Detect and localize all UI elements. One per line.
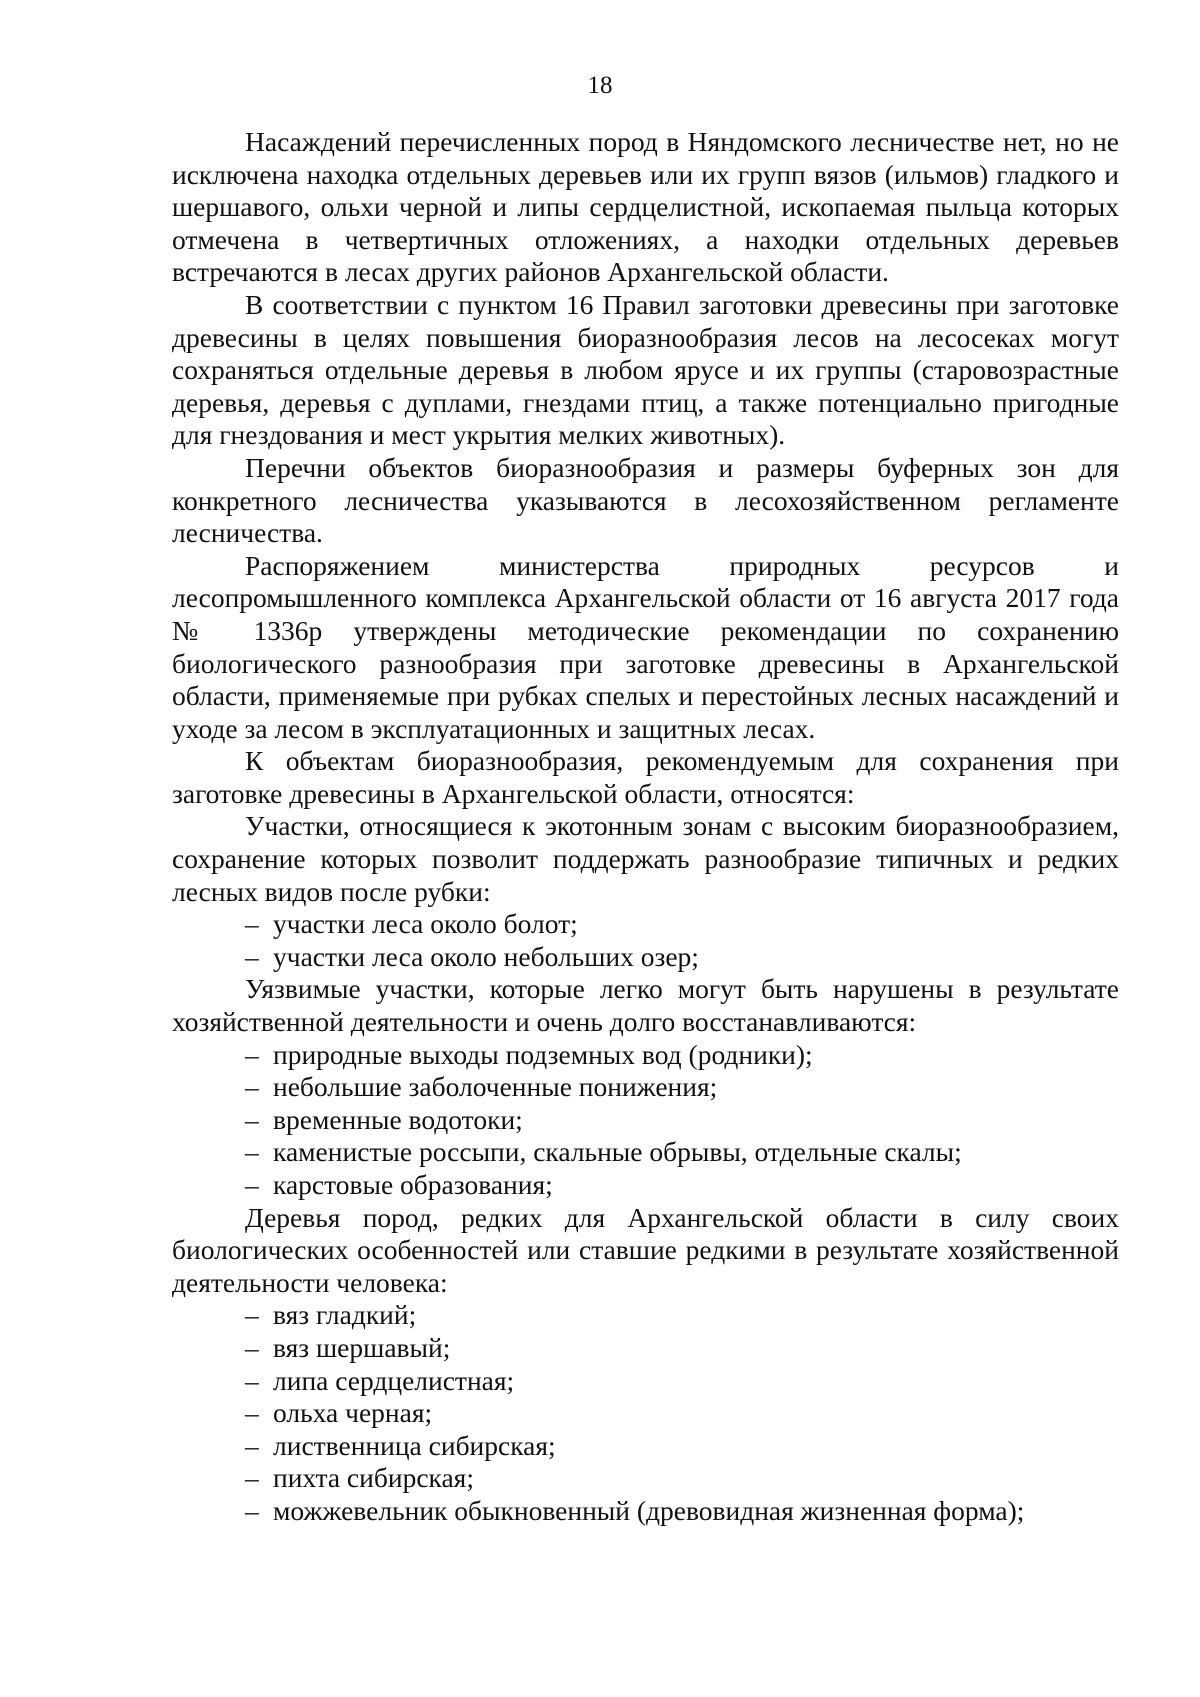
paragraph: К объектам биоразнообразия, рекомендуемым для сохранения при заготовке древесины в Архангельской области, относятся: [172, 745, 1119, 809]
dash-bullet-icon: – [245, 1331, 259, 1363]
paragraph: Распоряжением министерства природных ресурсов и лесопромышленного комплекса Архангельской области от 16 августа 2017 года № 1336р утверждены методические рекомендации по сохранению биологического разнообразия при заготовке древесины в Архангельской области, применяемые при рубках спелых и перестойных лесных насаждений и уходе за лесом в эксплуатационных и защитных лесах. [172, 549, 1119, 744]
paragraph: Уязвимые участки, которые легко могут быть нарушены в результате хозяйственной деятельности и очень долго восстанавливаются: [172, 973, 1119, 1038]
list-item-text: вяз гладкий; [273, 1299, 417, 1331]
list-item [172, 1071, 1119, 1104]
list-item-text: ольха черная; [273, 1397, 433, 1429]
paragraph: Насаждений перечисленных пород в Няндомского лесничестве нет, но не исключена находка отдельных деревьев или их групп вязов (ильмов) гладкого и шершавого, ольхи черной и липы сердцелистной, ископаемая пыльца которых отмечена в четвертичных отложениях, а находки отдельных деревьев встречаются в лесах других районов Архангельской области. [172, 126, 1119, 288]
list-item-text: участки леса около болот; [273, 908, 578, 940]
dash-bullet-icon: – [245, 1071, 259, 1103]
dash-bullet-icon: – [245, 1169, 259, 1200]
list-item [172, 1495, 1119, 1528]
dash-bullet-icon: – [245, 1397, 259, 1429]
dash-bullet-icon: – [245, 940, 259, 972]
list-item [172, 1169, 1119, 1202]
paragraph: Деревья пород, редких для Архангельской области в силу своих биологических особенностей или ставшие редкими в результате хозяйственной деятельности человека: [172, 1201, 1119, 1298]
list-item-text: временные водотоки; [273, 1103, 523, 1135]
page-number: 18 [587, 72, 613, 99]
dash-bullet-icon: – [245, 1136, 259, 1168]
list-item-text: природные выходы подземных вод (родники); [273, 1038, 813, 1070]
list-item [172, 1365, 1119, 1398]
dash-bullet-icon: – [245, 1429, 259, 1461]
bullet-list [172, 1039, 1119, 1202]
list-item-text: участки леса около небольших озер; [273, 940, 699, 972]
list-item [172, 1332, 1119, 1365]
dash-bullet-icon: – [245, 1103, 259, 1135]
dash-bullet-icon: – [245, 1462, 259, 1494]
dash-bullet-icon: – [245, 1299, 259, 1331]
paragraph: В соответствии с пунктом 16 Правил заготовки древесины при заготовке древесины в целях повышения биоразнообразия лесов на лесосеках могут сохраняться отдельные деревья в любом ярусе и их группы (старовозрастные деревья, деревья с дуплами, гнездами птиц, а также потенциально пригодные для гнездования и мест укрытия мелких животных). [172, 288, 1119, 451]
list-item-text: пихта сибирская; [273, 1462, 474, 1494]
list-item-text: липа сердцелистная; [273, 1364, 515, 1396]
list-item [172, 908, 1119, 941]
document-body [172, 126, 1119, 1528]
list-item [172, 1136, 1119, 1169]
paragraph: Участки, относящиеся к экотонным зонам с высоким биоразнообразием, сохранение которых позволит поддержать разнообразие типичных и редких лесных видов после рубки: [172, 810, 1119, 907]
bullet-list [172, 908, 1119, 973]
list-item [172, 1462, 1119, 1495]
list-item-text: карстовые образования; [273, 1169, 553, 1200]
list-item [172, 1104, 1119, 1137]
dash-bullet-icon: – [245, 1038, 259, 1070]
dash-bullet-icon: – [245, 1494, 259, 1526]
list-item [172, 1430, 1119, 1463]
list-item [172, 1397, 1119, 1430]
paragraph: Перечни объектов биоразнообразия и размеры буферных зон для конкретного лесничества указываются в лесохозяйственном регламенте лесничества. [172, 451, 1119, 549]
list-item-text: можжевельник обыкновенный (древовидная жизненная форма); [273, 1494, 1025, 1526]
bullet-list [172, 1299, 1119, 1527]
list-item [172, 1039, 1119, 1072]
list-item [172, 1299, 1119, 1332]
dash-bullet-icon: – [245, 908, 259, 940]
list-item-text: небольшие заболоченные понижения; [273, 1071, 718, 1103]
list-item [172, 941, 1119, 974]
list-item-text: вяз шершавый; [273, 1331, 451, 1363]
dash-bullet-icon: – [245, 1364, 259, 1396]
list-item-text: лиственница сибирская; [273, 1429, 556, 1461]
list-item-text: каменистые россыпи, скальные обрывы, отдельные скалы; [273, 1136, 962, 1168]
